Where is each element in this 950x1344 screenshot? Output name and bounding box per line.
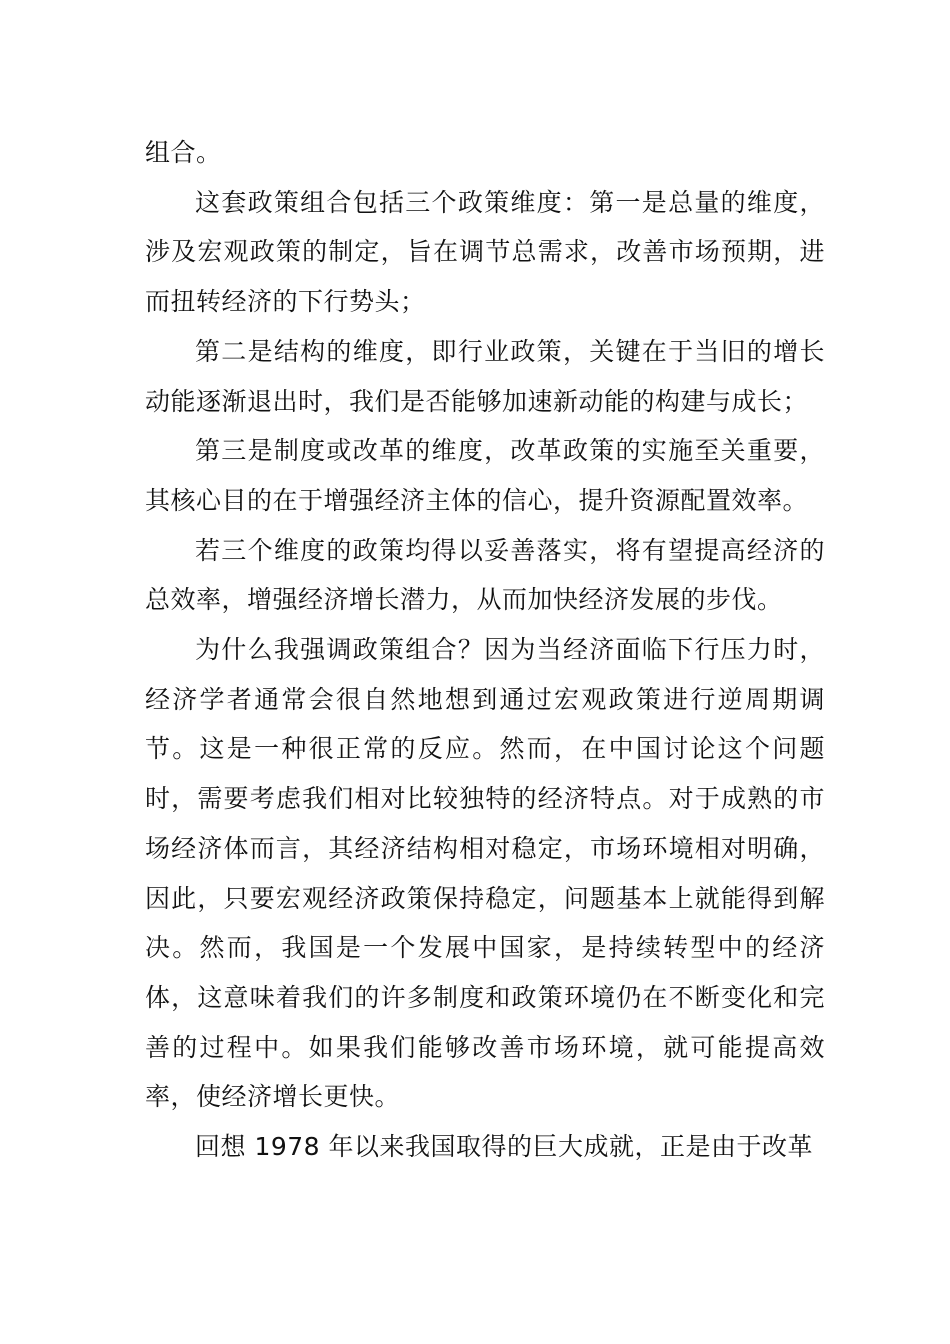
- paragraph-policy-dimensions: 这套政策组合包括三个政策维度：第一是总量的维度，涉及宏观政策的制定，旨在调节总需求，改善市场预期，进而扭转经济的下行势头；: [145, 187, 825, 317]
- paragraph-why-policy-mix: 为什么我强调政策组合？因为当经济面临下行压力时，经济学者通常会很自然地想到通过宏观政策进行逆周期调节。这是一种很正常的反应。然而，在中国讨论这个问题时，需要考虑我们相对比较独特的经济特点。对于成熟的市场经济体而言，其经济结构相对稳定，市场环境相对明确，因此，只要宏观经济政策保持稳定，问题基本上就能得到解决。然而，我国是一个发展中国家，是持续转型中的经济体，这意味着我们的许多制度和政策环境仍在不断变化和完善的过程中。如果我们能够改善市场环境，就可能提高效率，使经济增长更快。: [145, 635, 825, 1112]
- paragraph-continuation: 组合。: [145, 138, 222, 167]
- paragraph-reform-dimension: 第三是制度或改革的维度，改革政策的实施至关重要，其核心目的在于增强经济主体的信心，提升资源配置效率。: [145, 436, 825, 515]
- document-body: [145, 128, 825, 1172]
- paragraph-structural-dimension: 第二是结构的维度，即行业政策，关键在于当旧的增长动能逐渐退出时，我们是否能够加速新动能的构建与成长；: [145, 336, 825, 416]
- paragraph-since-1978: 回想 1978 年以来我国取得的巨大成就，正是由于改革: [195, 1132, 814, 1162]
- paragraph-implementation: 若三个维度的政策均得以妥善落实，将有望提高经济的总效率，增强经济增长潜力，从而加快经济发展的步伐。: [145, 535, 825, 615]
